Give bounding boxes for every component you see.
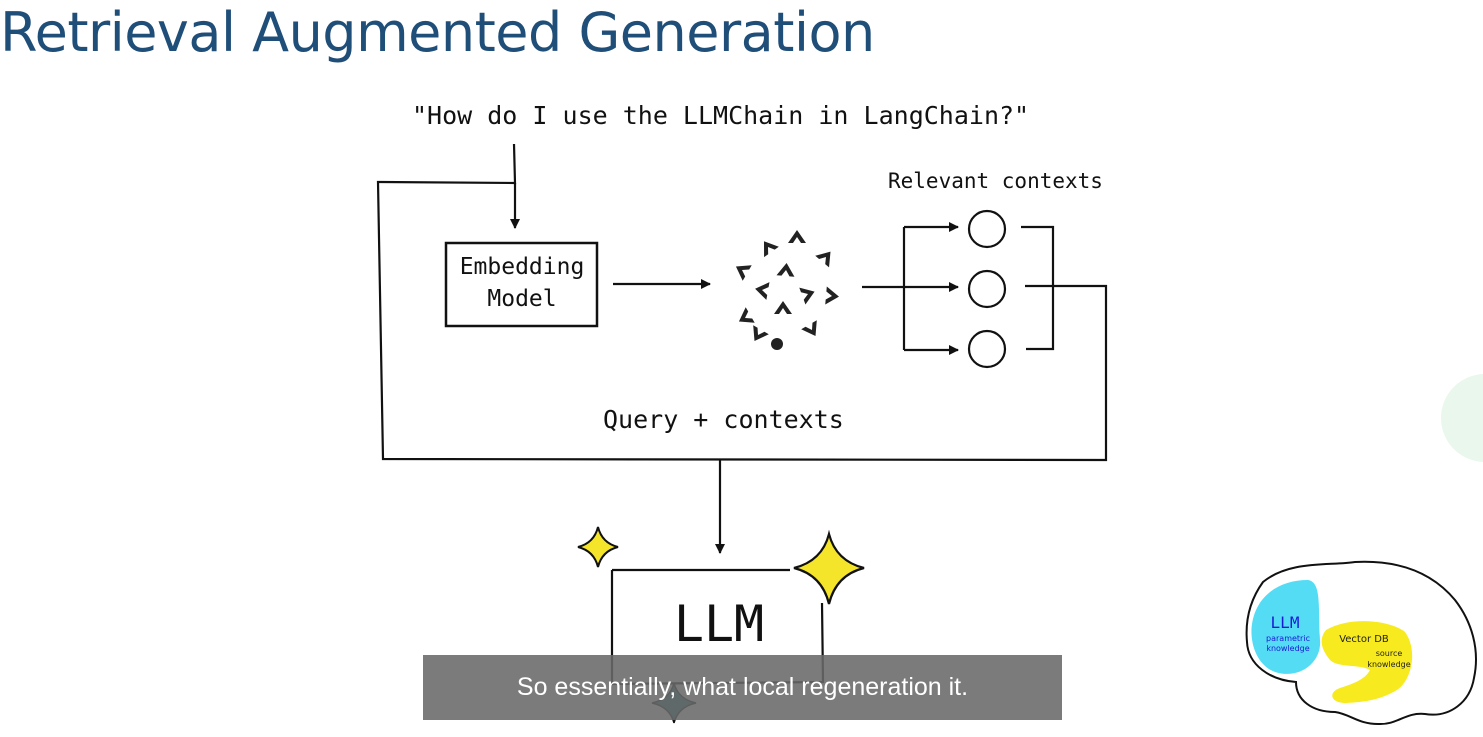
relevant-contexts-label: Relevant contexts <box>888 169 1103 193</box>
sparkle-large-icon <box>794 534 864 604</box>
context-circle-3 <box>969 331 1005 367</box>
vector-db-cluster-icon <box>731 230 839 350</box>
context-circle-1 <box>969 211 1005 247</box>
brain-llm-label: LLM <box>1270 613 1300 632</box>
brain-llm-sub2: knowledge <box>1266 644 1310 653</box>
llm-label: LLM <box>673 595 765 653</box>
brain-vdb-label: Vector DB <box>1339 634 1389 645</box>
embedding-label-line2: Model <box>487 286 557 312</box>
query-contexts-label: Query + contexts <box>603 405 844 434</box>
slide-title: Retrieval Augmented Generation <box>0 1 875 64</box>
brain-vdb-sub1: source <box>1375 649 1403 658</box>
query-text: "How do I use the LLMChain in LangChain?" <box>412 101 1030 130</box>
sparkle-small-icon <box>578 527 618 567</box>
brain-icon <box>1247 562 1476 724</box>
decorative-circle <box>1441 374 1483 462</box>
embedding-label-line1: Embedding <box>459 254 585 280</box>
contexts-bracket-right <box>1021 227 1053 349</box>
caption-bar <box>423 655 1062 720</box>
brain-vdb-sub2: knowledge <box>1367 660 1411 669</box>
context-circle-2 <box>969 271 1005 307</box>
brain-llm-sub1: parametric <box>1266 634 1310 643</box>
caption-text: So essentially, what local regeneration it. <box>516 673 969 701</box>
